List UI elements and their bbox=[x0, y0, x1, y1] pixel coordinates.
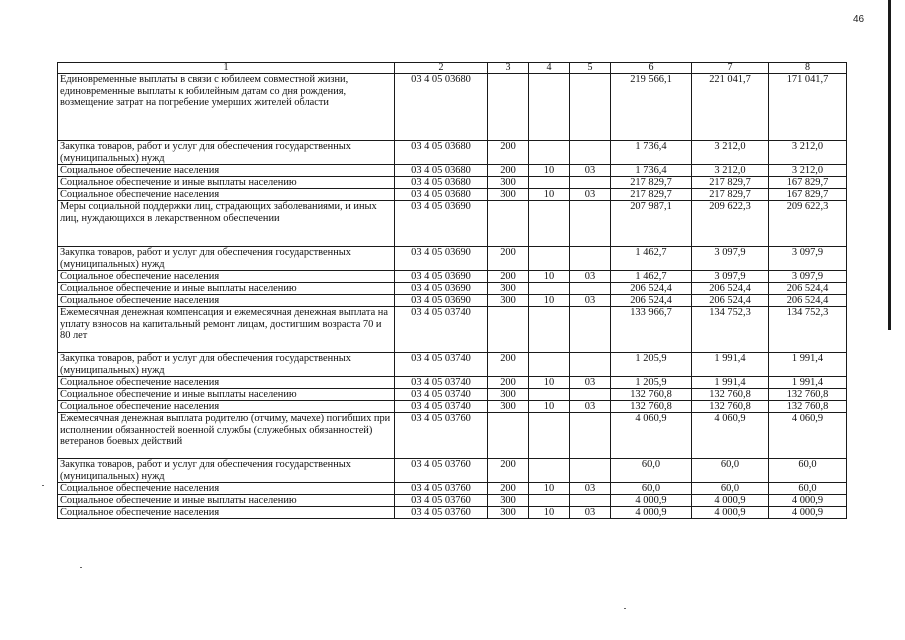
scan-speck bbox=[624, 608, 626, 609]
row-section-cell bbox=[529, 247, 570, 271]
row-amount-col6-cell: 217 829,7 bbox=[611, 177, 692, 189]
table-row bbox=[58, 271, 847, 283]
row-amount-col6-cell: 1 462,7 bbox=[611, 247, 692, 271]
row-amount-col6-cell: 206 524,4 bbox=[611, 283, 692, 295]
header-cell: 5 bbox=[570, 63, 611, 74]
row-amount-col7-cell: 217 829,7 bbox=[692, 189, 769, 201]
row-section-cell: 10 bbox=[529, 377, 570, 389]
row-code-cell: 03 4 05 03690 bbox=[395, 271, 488, 283]
row-expense-type-cell: 200 bbox=[488, 353, 529, 377]
row-amount-col6-cell: 1 736,4 bbox=[611, 141, 692, 165]
row-expense-type-cell: 300 bbox=[488, 507, 529, 519]
row-section-cell: 10 bbox=[529, 271, 570, 283]
row-amount-col6-cell: 133 966,7 bbox=[611, 307, 692, 353]
row-amount-col8-cell: 60,0 bbox=[769, 483, 847, 495]
row-expense-type-cell: 300 bbox=[488, 189, 529, 201]
row-expense-type-cell: 200 bbox=[488, 165, 529, 177]
row-name-cell: Закупка товаров, работ и услуг для обеспечения государственных (муниципальных) нужд bbox=[58, 353, 395, 377]
row-subsection-cell: 03 bbox=[570, 165, 611, 177]
row-amount-col8-cell: 3 212,0 bbox=[769, 165, 847, 177]
row-amount-col8-cell: 206 524,4 bbox=[769, 283, 847, 295]
row-code-cell: 03 4 05 03680 bbox=[395, 177, 488, 189]
row-section-cell bbox=[529, 353, 570, 377]
row-name-cell: Социальное обеспечение населения bbox=[58, 507, 395, 519]
row-section-cell bbox=[529, 74, 570, 141]
row-amount-col8-cell: 132 760,8 bbox=[769, 389, 847, 401]
row-code-cell: 03 4 05 03760 bbox=[395, 507, 488, 519]
row-subsection-cell bbox=[570, 495, 611, 507]
row-expense-type-cell: 300 bbox=[488, 177, 529, 189]
row-amount-col6-cell: 1 205,9 bbox=[611, 377, 692, 389]
row-section-cell: 10 bbox=[529, 401, 570, 413]
row-subsection-cell bbox=[570, 177, 611, 189]
row-name-cell: Социальное обеспечение и иные выплаты населению bbox=[58, 283, 395, 295]
row-expense-type-cell: 300 bbox=[488, 401, 529, 413]
row-amount-col6-cell: 60,0 bbox=[611, 483, 692, 495]
row-amount-col7-cell: 134 752,3 bbox=[692, 307, 769, 353]
row-section-cell: 10 bbox=[529, 165, 570, 177]
table-row bbox=[58, 165, 847, 177]
row-amount-col7-cell: 217 829,7 bbox=[692, 177, 769, 189]
row-code-cell: 03 4 05 03760 bbox=[395, 459, 488, 483]
row-code-cell: 03 4 05 03680 bbox=[395, 74, 488, 141]
header-cell: 2 bbox=[395, 63, 488, 74]
row-subsection-cell bbox=[570, 74, 611, 141]
row-subsection-cell: 03 bbox=[570, 189, 611, 201]
budget-table bbox=[57, 62, 847, 519]
row-amount-col7-cell: 3 212,0 bbox=[692, 141, 769, 165]
row-name-cell: Меры социальной поддержки лиц, страдающих заболеваниями, и иных лиц, нуждающихся в лекарственном обеспечении bbox=[58, 201, 395, 247]
row-amount-col7-cell: 4 000,9 bbox=[692, 495, 769, 507]
row-name-cell: Социальное обеспечение населения bbox=[58, 295, 395, 307]
table-row bbox=[58, 201, 847, 247]
row-section-cell bbox=[529, 413, 570, 459]
table-row bbox=[58, 74, 847, 141]
table-body bbox=[58, 74, 847, 519]
row-amount-col7-cell: 3 097,9 bbox=[692, 247, 769, 271]
row-amount-col6-cell: 4 060,9 bbox=[611, 413, 692, 459]
header-cell: 1 bbox=[58, 63, 395, 74]
row-code-cell: 03 4 05 03680 bbox=[395, 141, 488, 165]
row-subsection-cell bbox=[570, 141, 611, 165]
row-code-cell: 03 4 05 03740 bbox=[395, 353, 488, 377]
table-row bbox=[58, 495, 847, 507]
row-section-cell bbox=[529, 389, 570, 401]
row-subsection-cell: 03 bbox=[570, 483, 611, 495]
table-row bbox=[58, 389, 847, 401]
row-amount-col6-cell: 60,0 bbox=[611, 459, 692, 483]
row-expense-type-cell: 200 bbox=[488, 459, 529, 483]
table-row bbox=[58, 483, 847, 495]
row-amount-col7-cell: 60,0 bbox=[692, 459, 769, 483]
row-expense-type-cell: 300 bbox=[488, 495, 529, 507]
row-name-cell: Социальное обеспечение населения bbox=[58, 483, 395, 495]
row-name-cell: Ежемесячная денежная компенсация и ежемесячная денежная выплата на уплату взносов на капитальный ремонт лицам, достигшим возраста 70 и 80 лет bbox=[58, 307, 395, 353]
row-amount-col8-cell: 3 097,9 bbox=[769, 247, 847, 271]
header-cell: 3 bbox=[488, 63, 529, 74]
header-cell: 4 bbox=[529, 63, 570, 74]
row-amount-col7-cell: 60,0 bbox=[692, 483, 769, 495]
row-code-cell: 03 4 05 03740 bbox=[395, 307, 488, 353]
row-expense-type-cell bbox=[488, 201, 529, 247]
row-amount-col6-cell: 206 524,4 bbox=[611, 295, 692, 307]
row-amount-col6-cell: 132 760,8 bbox=[611, 401, 692, 413]
row-section-cell: 10 bbox=[529, 507, 570, 519]
row-section-cell: 10 bbox=[529, 189, 570, 201]
scan-edge-mark bbox=[888, 0, 891, 330]
row-name-cell: Социальное обеспечение населения bbox=[58, 165, 395, 177]
row-subsection-cell: 03 bbox=[570, 377, 611, 389]
row-amount-col8-cell: 1 991,4 bbox=[769, 377, 847, 389]
row-amount-col7-cell: 4 060,9 bbox=[692, 413, 769, 459]
row-amount-col8-cell: 4 000,9 bbox=[769, 507, 847, 519]
row-section-cell bbox=[529, 495, 570, 507]
table-row bbox=[58, 401, 847, 413]
row-amount-col6-cell: 4 000,9 bbox=[611, 495, 692, 507]
row-amount-col6-cell: 1 462,7 bbox=[611, 271, 692, 283]
row-amount-col6-cell: 132 760,8 bbox=[611, 389, 692, 401]
row-name-cell: Социальное обеспечение и иные выплаты населению bbox=[58, 177, 395, 189]
row-code-cell: 03 4 05 03690 bbox=[395, 201, 488, 247]
row-amount-col6-cell: 1 205,9 bbox=[611, 353, 692, 377]
table-row bbox=[58, 507, 847, 519]
row-code-cell: 03 4 05 03760 bbox=[395, 483, 488, 495]
row-amount-col8-cell: 206 524,4 bbox=[769, 295, 847, 307]
row-subsection-cell bbox=[570, 247, 611, 271]
table-row bbox=[58, 295, 847, 307]
row-section-cell bbox=[529, 141, 570, 165]
row-expense-type-cell: 200 bbox=[488, 271, 529, 283]
row-amount-col7-cell: 206 524,4 bbox=[692, 283, 769, 295]
row-name-cell: Социальное обеспечение населения bbox=[58, 189, 395, 201]
row-subsection-cell bbox=[570, 389, 611, 401]
row-amount-col6-cell: 207 987,1 bbox=[611, 201, 692, 247]
row-amount-col7-cell: 221 041,7 bbox=[692, 74, 769, 141]
page-number: 46 bbox=[853, 14, 865, 25]
row-code-cell: 03 4 05 03690 bbox=[395, 247, 488, 271]
row-amount-col8-cell: 134 752,3 bbox=[769, 307, 847, 353]
row-section-cell: 10 bbox=[529, 483, 570, 495]
row-subsection-cell bbox=[570, 353, 611, 377]
row-amount-col7-cell: 3 212,0 bbox=[692, 165, 769, 177]
header-cell: 6 bbox=[611, 63, 692, 74]
row-section-cell bbox=[529, 307, 570, 353]
row-section-cell bbox=[529, 283, 570, 295]
row-amount-col8-cell: 167 829,7 bbox=[769, 177, 847, 189]
header-cell: 8 bbox=[769, 63, 847, 74]
row-expense-type-cell: 300 bbox=[488, 389, 529, 401]
row-amount-col6-cell: 217 829,7 bbox=[611, 189, 692, 201]
row-amount-col8-cell: 1 991,4 bbox=[769, 353, 847, 377]
row-code-cell: 03 4 05 03690 bbox=[395, 295, 488, 307]
row-code-cell: 03 4 05 03740 bbox=[395, 389, 488, 401]
row-expense-type-cell: 200 bbox=[488, 483, 529, 495]
row-subsection-cell bbox=[570, 283, 611, 295]
table-row bbox=[58, 459, 847, 483]
row-subsection-cell: 03 bbox=[570, 271, 611, 283]
scan-speck bbox=[42, 485, 44, 486]
row-section-cell bbox=[529, 201, 570, 247]
row-code-cell: 03 4 05 03680 bbox=[395, 189, 488, 201]
row-expense-type-cell: 200 bbox=[488, 247, 529, 271]
table-row bbox=[58, 247, 847, 271]
row-amount-col7-cell: 132 760,8 bbox=[692, 389, 769, 401]
row-subsection-cell: 03 bbox=[570, 295, 611, 307]
row-name-cell: Социальное обеспечение и иные выплаты населению bbox=[58, 389, 395, 401]
row-amount-col6-cell: 219 566,1 bbox=[611, 74, 692, 141]
row-name-cell: Социальное обеспечение населения bbox=[58, 401, 395, 413]
row-amount-col8-cell: 4 060,9 bbox=[769, 413, 847, 459]
row-code-cell: 03 4 05 03690 bbox=[395, 283, 488, 295]
table-row bbox=[58, 189, 847, 201]
row-amount-col7-cell: 206 524,4 bbox=[692, 295, 769, 307]
row-amount-col7-cell: 4 000,9 bbox=[692, 507, 769, 519]
row-amount-col6-cell: 1 736,4 bbox=[611, 165, 692, 177]
row-name-cell: Социальное обеспечение и иные выплаты населению bbox=[58, 495, 395, 507]
row-subsection-cell: 03 bbox=[570, 507, 611, 519]
row-expense-type-cell: 200 bbox=[488, 141, 529, 165]
row-amount-col8-cell: 167 829,7 bbox=[769, 189, 847, 201]
row-section-cell bbox=[529, 459, 570, 483]
row-subsection-cell bbox=[570, 459, 611, 483]
row-section-cell: 10 bbox=[529, 295, 570, 307]
row-subsection-cell bbox=[570, 307, 611, 353]
row-code-cell: 03 4 05 03680 bbox=[395, 165, 488, 177]
row-name-cell: Закупка товаров, работ и услуг для обеспечения государственных (муниципальных) нужд bbox=[58, 141, 395, 165]
row-name-cell: Единовременные выплаты в связи с юбилеем совместной жизни, единовременные выплаты к юбилейным датам со дня рождения, возмещение затрат на погребение умерших жителей области bbox=[58, 74, 395, 141]
row-name-cell: Социальное обеспечение населения bbox=[58, 271, 395, 283]
row-amount-col7-cell: 209 622,3 bbox=[692, 201, 769, 247]
row-section-cell bbox=[529, 177, 570, 189]
row-amount-col7-cell: 3 097,9 bbox=[692, 271, 769, 283]
row-name-cell: Закупка товаров, работ и услуг для обеспечения государственных (муниципальных) нужд bbox=[58, 247, 395, 271]
row-amount-col7-cell: 132 760,8 bbox=[692, 401, 769, 413]
row-name-cell: Социальное обеспечение населения bbox=[58, 377, 395, 389]
row-code-cell: 03 4 05 03740 bbox=[395, 377, 488, 389]
table-row bbox=[58, 177, 847, 189]
row-amount-col8-cell: 132 760,8 bbox=[769, 401, 847, 413]
row-amount-col8-cell: 3 212,0 bbox=[769, 141, 847, 165]
row-amount-col8-cell: 4 000,9 bbox=[769, 495, 847, 507]
row-expense-type-cell bbox=[488, 413, 529, 459]
row-expense-type-cell: 200 bbox=[488, 377, 529, 389]
row-subsection-cell bbox=[570, 413, 611, 459]
table-row bbox=[58, 413, 847, 459]
row-name-cell: Ежемесячная денежная выплата родителю (отчиму, мачехе) погибших при исполнении обязанностей военной службы (служебных обязанностей) ветеранов боевых действий bbox=[58, 413, 395, 459]
row-code-cell: 03 4 05 03760 bbox=[395, 495, 488, 507]
table-header-row bbox=[58, 63, 847, 74]
row-subsection-cell: 03 bbox=[570, 401, 611, 413]
row-name-cell: Закупка товаров, работ и услуг для обеспечения государственных (муниципальных) нужд bbox=[58, 459, 395, 483]
row-expense-type-cell: 300 bbox=[488, 295, 529, 307]
table-row bbox=[58, 377, 847, 389]
row-subsection-cell bbox=[570, 201, 611, 247]
row-amount-col8-cell: 3 097,9 bbox=[769, 271, 847, 283]
row-code-cell: 03 4 05 03760 bbox=[395, 413, 488, 459]
row-amount-col8-cell: 60,0 bbox=[769, 459, 847, 483]
row-amount-col7-cell: 1 991,4 bbox=[692, 377, 769, 389]
row-amount-col7-cell: 1 991,4 bbox=[692, 353, 769, 377]
row-expense-type-cell bbox=[488, 74, 529, 141]
row-expense-type-cell bbox=[488, 307, 529, 353]
header-cell: 7 bbox=[692, 63, 769, 74]
scan-speck bbox=[80, 567, 82, 568]
row-amount-col6-cell: 4 000,9 bbox=[611, 507, 692, 519]
table-row bbox=[58, 307, 847, 353]
table-row bbox=[58, 353, 847, 377]
row-expense-type-cell: 300 bbox=[488, 283, 529, 295]
row-amount-col8-cell: 171 041,7 bbox=[769, 74, 847, 141]
row-amount-col8-cell: 209 622,3 bbox=[769, 201, 847, 247]
table-row bbox=[58, 283, 847, 295]
row-code-cell: 03 4 05 03740 bbox=[395, 401, 488, 413]
table-row bbox=[58, 141, 847, 165]
